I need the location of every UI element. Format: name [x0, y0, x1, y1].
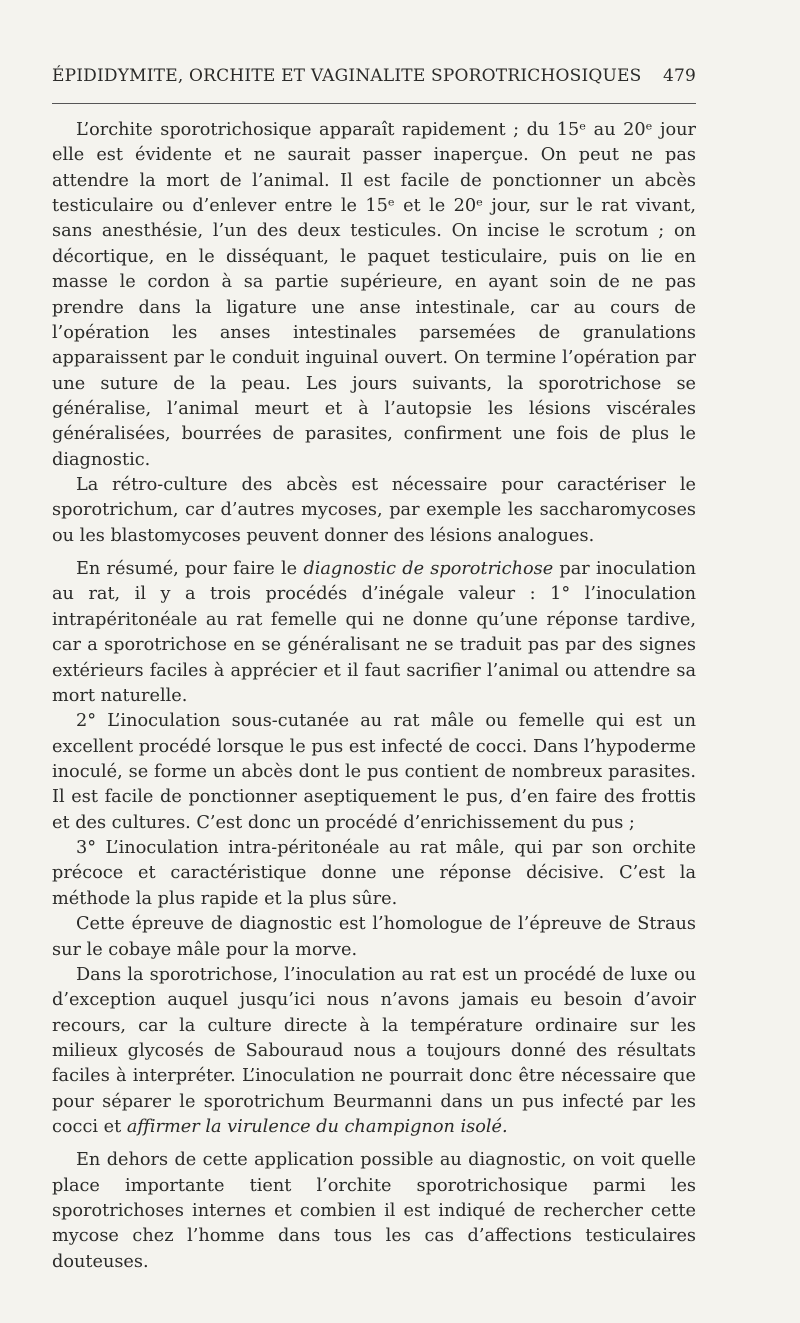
- text-run: L’orchite sporotrichosique apparaît rapidement ; du 15ᵉ au 20ᵉ jour elle est évidente et ne saurait passer inaperçue. On peut ne pas attendre la mort de l’animal. Il est facile de ponctionner un abcès testiculaire ou d’enlever entre le 15ᵉ et le 20ᵉ jour, sur le rat vivant, sans anesthésie, l’un des deux testicules. On incise le scrotum ; on décortique, en le disséquant, le paquet testiculaire, puis on lie en masse le cordon à sa partie supérieure, en ayant soin de ne pas prendre dans la ligature une anse intestinale, car au cours de l’opération les anses intestinales parsemées de granulations apparaissent par le conduit inguinal ouvert. On termine l’opération par une suture de la peau. Les jours suivants, la sporotrichose se généralise, l’animal meurt et à l’autopsie les lésions viscérales généralisées, bourrées de parasites, confirment une fois de plus le diagnostic.: [52, 120, 696, 470]
- paragraph-5: [52, 836, 696, 912]
- text-run: par inoculation au rat, il y a trois procédés d’inégale valeur : 1° l’inoculation intrapéritonéale au rat femelle qui ne donne qu’une réponse tardive, car a sporotrichose en se généralisant ne se traduit pas par des signes extérieurs faciles à apprécier et il faut sacrifier l’animal ou attendre sa mort naturelle.: [52, 559, 696, 706]
- paragraph-1: [52, 118, 696, 473]
- running-head: [52, 66, 696, 86]
- body-text: [52, 118, 696, 1275]
- paragraph-3: [52, 557, 696, 709]
- text-run: 2° L’inoculation sous-cutanée au rat mâle ou femelle qui est un excellent procédé lorsque le pus est infecté de cocci. Dans l’hypoderme inoculé, se forme un abcès dont le pus contient de nombreux parasites. Il est facile de ponctionner aseptiquement le pus, d’en faire des frottis et des cultures. C’est donc un procédé d’enrichissement du pus ;: [52, 711, 696, 833]
- page-number: 479: [662, 66, 696, 86]
- header-rule: [52, 103, 696, 104]
- text-run: 3° L’inoculation intra-péritonéale au rat mâle, qui par son orchite précoce et caractéristique donne une réponse décisive. C’est la méthode la plus rapide et la plus sûre.: [52, 838, 696, 909]
- running-title: ÉPIDIDYMITE, ORCHITE ET VAGINALITE SPOROTRICHOSIQUES: [52, 66, 642, 86]
- paragraph-7: [52, 963, 696, 1141]
- text-run: Cette épreuve de diagnostic est l’homologue de l’épreuve de Straus sur le cobaye mâle pour la morve.: [52, 914, 696, 960]
- italic-run: diagnostic de sporotrichose: [303, 559, 554, 580]
- text-run: En dehors de cette application possible au diagnostic, on voit quelle place importante tient l’orchite sporotrichosique parmi les sporotrichoses internes et combien il est indiqué de rechercher cette mycose chez l’homme dans tous les cas d’affections testiculaires douteuses.: [52, 1150, 696, 1272]
- text-run: Dans la sporotrichose, l’inoculation au rat est un procédé de luxe ou d’exception auquel jusqu’ici nous n’avons jamais eu besoin d’avoir recours, car la culture directe à la température ordinaire sur les milieux glycosés de Sabouraud nous a toujours donné des résultats faciles à interpréter. L’inoculation ne pourrait donc être nécessaire que pour séparer le sporotrichum Beurmanni dans un pus infecté par les cocci et: [52, 964, 696, 1138]
- paragraph-8: [52, 1148, 696, 1275]
- text-run: En résumé, pour faire le: [76, 559, 304, 580]
- paragraph-6: [52, 912, 696, 963]
- paragraph-2: [52, 473, 696, 549]
- italic-run: affirmer la virulence du champignon isolé.: [126, 1117, 508, 1138]
- text-run: La rétro-culture des abcès est nécessaire pour caractériser le sporotrichum, car d’autres mycoses, par exemple les saccharomycoses ou les blastomycoses peuvent donner des lésions analogues.: [52, 475, 696, 546]
- paragraph-4: [52, 709, 696, 836]
